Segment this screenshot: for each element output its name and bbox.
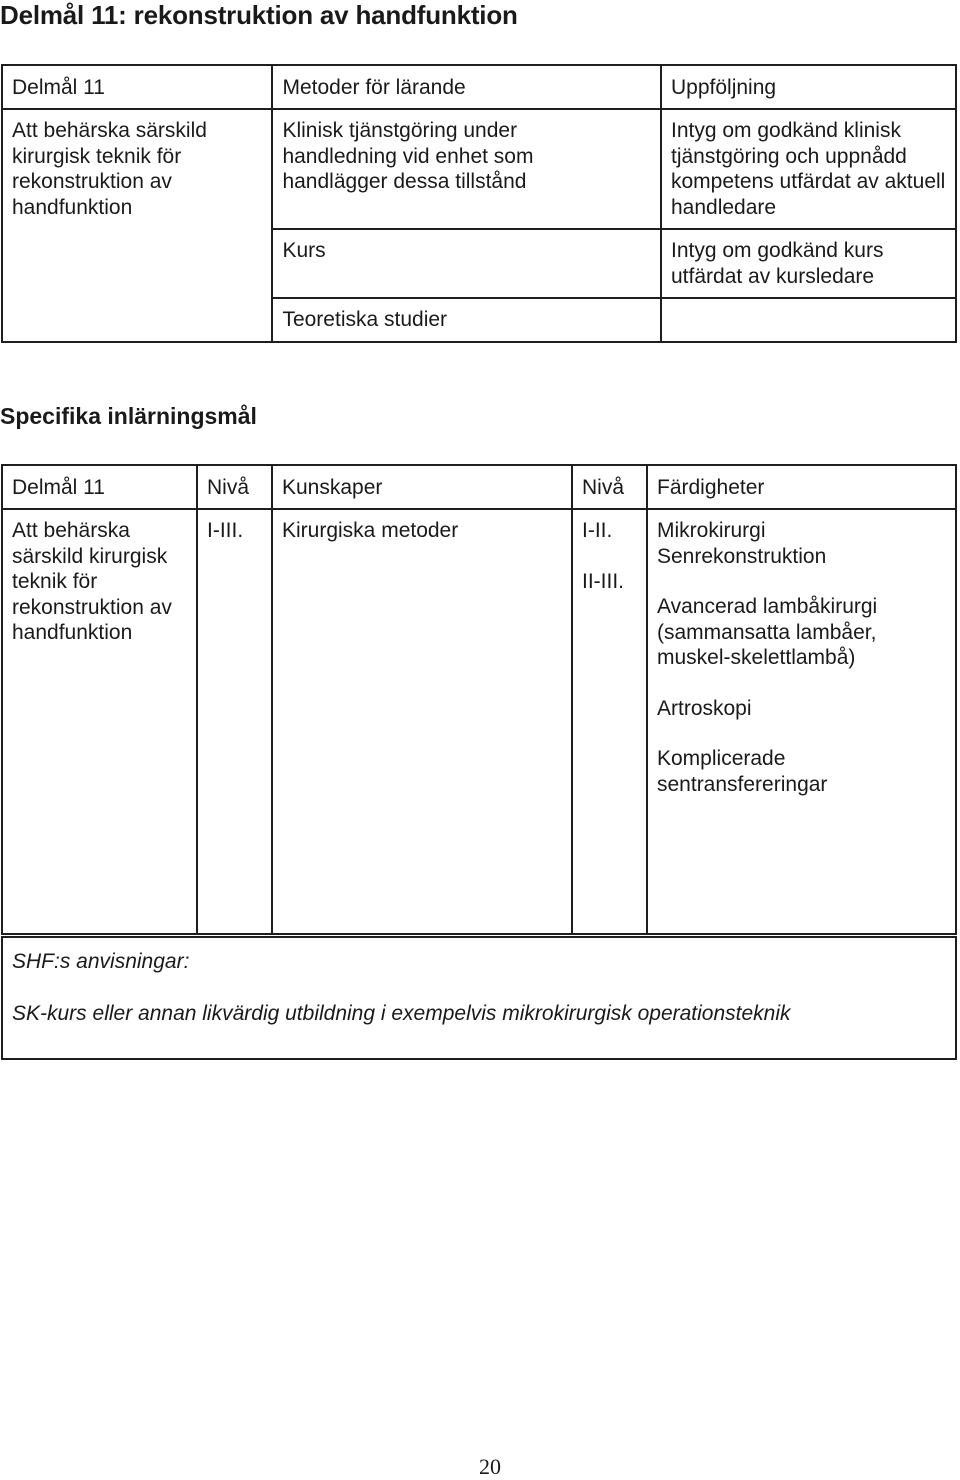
followup-cell <box>661 298 956 342</box>
page-number: 20 <box>479 1454 501 1479</box>
method-cell: Teoretiska studier <box>272 298 661 342</box>
header-cell: Uppföljning <box>661 65 956 109</box>
followup-text: Intyg om godkänd kurs utfärdat av kursledare <box>671 239 884 288</box>
header-cell: Nivå <box>197 465 272 509</box>
followup-text: Intyg om godkänd klinisk tjänstgöring och uppnådd kompetens utfärdat av aktuell handledare <box>671 119 946 219</box>
header-cell: Nivå <box>572 465 647 509</box>
table-row <box>2 509 956 934</box>
skill-level: I-II. <box>582 519 613 542</box>
method-cell: Kurs <box>272 229 661 298</box>
skill-level-cell <box>572 509 647 934</box>
goal-text: Att behärska särskild kirurgisk teknik för rekonstruktion av handfunktion <box>12 119 207 219</box>
goal-cell <box>2 509 197 934</box>
skills-cell <box>647 509 956 934</box>
section-title: Specifika inlärningsmål <box>0 403 257 429</box>
table-header-row <box>2 465 956 509</box>
skill-item: Senrekonstruktion <box>657 544 827 568</box>
header-cell: Delmål 11 <box>2 465 197 509</box>
method-cell <box>272 109 661 229</box>
shf-text: SK-kurs eller annan likvärdig utbildning i exempelvis mikrokirurgisk operationsteknik <box>12 1002 791 1025</box>
skill-item: Komplicerade sentransfereringar <box>657 747 828 796</box>
page-title: Delmål 11: rekonstruktion av handfunktion <box>0 0 518 30</box>
header-cell: Kunskaper <box>272 465 572 509</box>
shf-heading: SHF:s anvisningar: <box>12 950 190 973</box>
table-row <box>2 109 956 229</box>
header-cell: Delmål 11 <box>2 65 272 109</box>
skill-item: Mikrokirurgi <box>657 519 766 542</box>
methods-table <box>1 64 957 343</box>
header-cell: Metoder för lärande <box>272 65 661 109</box>
skill-level: II-III. <box>582 569 624 593</box>
header-cell: Färdigheter <box>647 465 956 509</box>
skill-item: Avancerad lambåkirurgi (sammansatta lambåer, muskel-skelettlambå) <box>657 595 878 669</box>
followup-cell <box>661 109 956 229</box>
knowledge-level-cell: I-III. <box>197 509 272 934</box>
skill-item: Artroskopi <box>657 696 752 720</box>
followup-cell <box>661 229 956 298</box>
shf-instructions-box <box>1 936 957 1060</box>
goal-cell <box>2 109 272 342</box>
learning-goals-table <box>1 464 957 935</box>
knowledge-cell: Kirurgiska metoder <box>272 509 572 934</box>
goal-text: Att behärska särskild kirurgisk teknik för rekonstruktion av handfunktion <box>12 519 172 644</box>
method-text: Klinisk tjänstgöring under handledning vid enhet som handlägger dessa tillstånd <box>282 119 534 193</box>
table-header-row <box>2 65 956 109</box>
